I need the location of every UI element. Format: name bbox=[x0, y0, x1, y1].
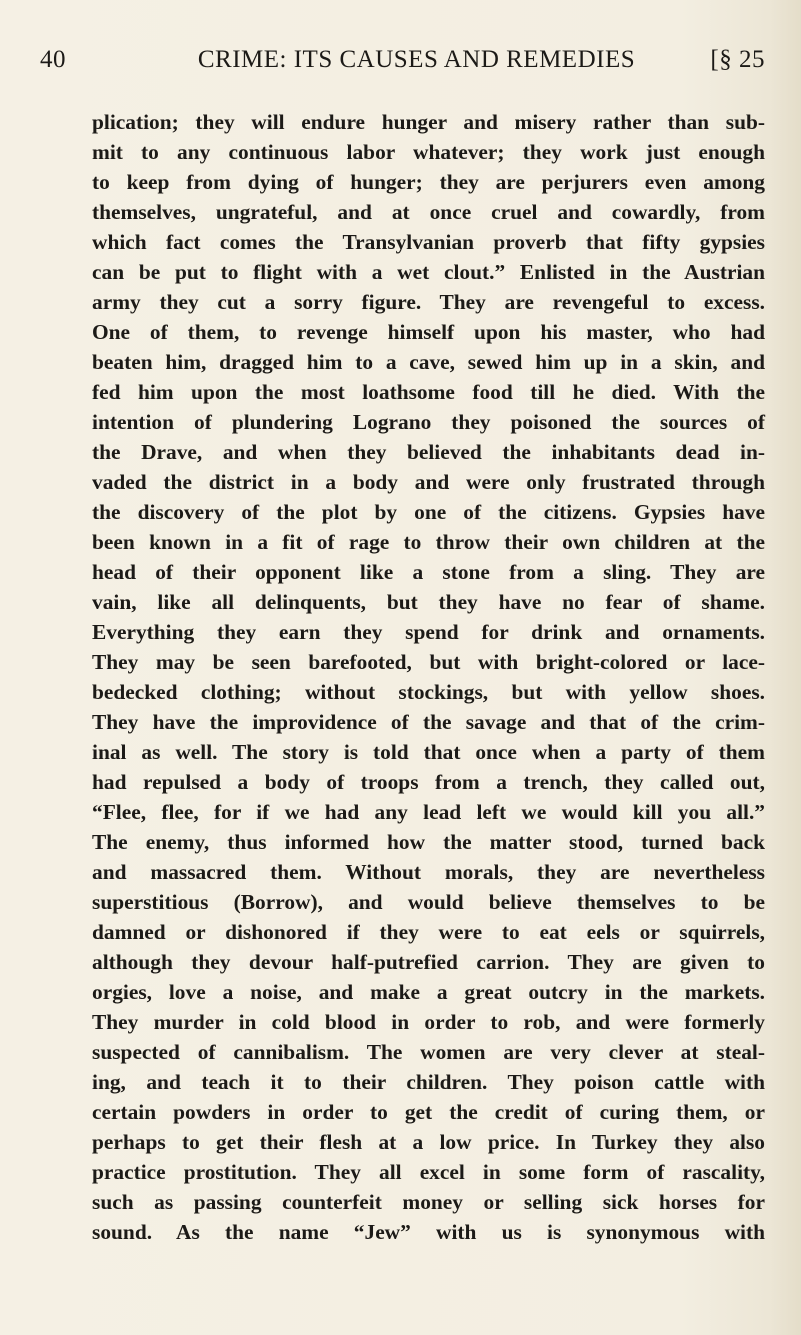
text-line: fed him upon the most loathsome food till he died. With the bbox=[92, 380, 765, 404]
text-line: perhaps to get their flesh at a low price. In Turkey they also bbox=[92, 1130, 765, 1154]
text-line: mit to any continuous labor whatever; they work just enough bbox=[92, 140, 765, 164]
text-line: themselves, ungrateful, and at once cruel and cowardly, from bbox=[92, 200, 765, 224]
text-line: They may be seen barefooted, but with bright-colored or lace- bbox=[92, 650, 765, 674]
text-line: The enemy, thus informed how the matter stood, turned back bbox=[92, 830, 765, 854]
page-header bbox=[40, 40, 765, 80]
text-line: sound. As the name “Jew” with us is synonymous with bbox=[92, 1220, 765, 1244]
text-line: vaded the district in a body and were only frustrated through bbox=[92, 470, 765, 494]
text-line: which fact comes the Transylvanian proverb that fifty gypsies bbox=[92, 230, 765, 254]
text-line: plication; they will endure hunger and misery rather than sub- bbox=[92, 110, 765, 134]
text-line: Everything they earn they spend for drink and ornaments. bbox=[92, 620, 765, 644]
text-line: beaten him, dragged him to a cave, sewed him up in a skin, and bbox=[92, 350, 765, 374]
text-line: can be put to flight with a wet clout.” Enlisted in the Austrian bbox=[92, 260, 765, 284]
body-text bbox=[92, 107, 765, 1247]
text-line: and massacred them. Without morals, they are nevertheless bbox=[92, 860, 765, 884]
text-line: ing, and teach it to their children. They poison cattle with bbox=[92, 1070, 765, 1094]
text-line: One of them, to revenge himself upon his master, who had bbox=[92, 320, 765, 344]
section-reference: [§ 25 bbox=[710, 46, 765, 73]
text-line: had repulsed a body of troops from a trench, they called out, bbox=[92, 770, 765, 794]
text-line: They have the improvidence of the savage and that of the crim- bbox=[92, 710, 765, 734]
text-line: They murder in cold blood in order to rob, and were formerly bbox=[92, 1010, 765, 1034]
text-line: the discovery of the plot by one of the citizens. Gypsies have bbox=[92, 500, 765, 524]
text-line: the Drave, and when they believed the inhabitants dead in- bbox=[92, 440, 765, 464]
running-title: CRIME: ITS CAUSES AND REMEDIES bbox=[197, 46, 636, 73]
text-line: such as passing counterfeit money or selling sick horses for bbox=[92, 1190, 765, 1214]
text-line: to keep from dying of hunger; they are perjurers even among bbox=[92, 170, 765, 194]
text-line: although they devour half-putrefied carrion. They are given to bbox=[92, 950, 765, 974]
text-line: damned or dishonored if they were to eat eels or squirrels, bbox=[92, 920, 765, 944]
text-line: certain powders in order to get the credit of curing them, or bbox=[92, 1100, 765, 1124]
text-line: vain, like all delinquents, but they have no fear of shame. bbox=[92, 590, 765, 614]
text-line: inal as well. The story is told that once when a party of them bbox=[92, 740, 765, 764]
text-line: orgies, love a noise, and make a great outcry in the markets. bbox=[92, 980, 765, 1004]
text-line: bedecked clothing; without stockings, but with yellow shoes. bbox=[92, 680, 765, 704]
text-line: been known in a fit of rage to throw their own children at the bbox=[92, 530, 765, 554]
text-line: army they cut a sorry figure. They are revengeful to excess. bbox=[92, 290, 765, 314]
text-line: head of their opponent like a stone from a sling. They are bbox=[92, 560, 765, 584]
text-line: superstitious (Borrow), and would believe themselves to be bbox=[92, 890, 765, 914]
page-number: 40 bbox=[40, 46, 66, 73]
text-line: “Flee, flee, for if we had any lead left we would kill you all.” bbox=[92, 800, 765, 824]
text-line: suspected of cannibalism. The women are very clever at steal- bbox=[92, 1040, 765, 1064]
text-line: intention of plundering Lograno they poisoned the sources of bbox=[92, 410, 765, 434]
text-line: practice prostitution. They all excel in some form of rascality, bbox=[92, 1160, 765, 1184]
